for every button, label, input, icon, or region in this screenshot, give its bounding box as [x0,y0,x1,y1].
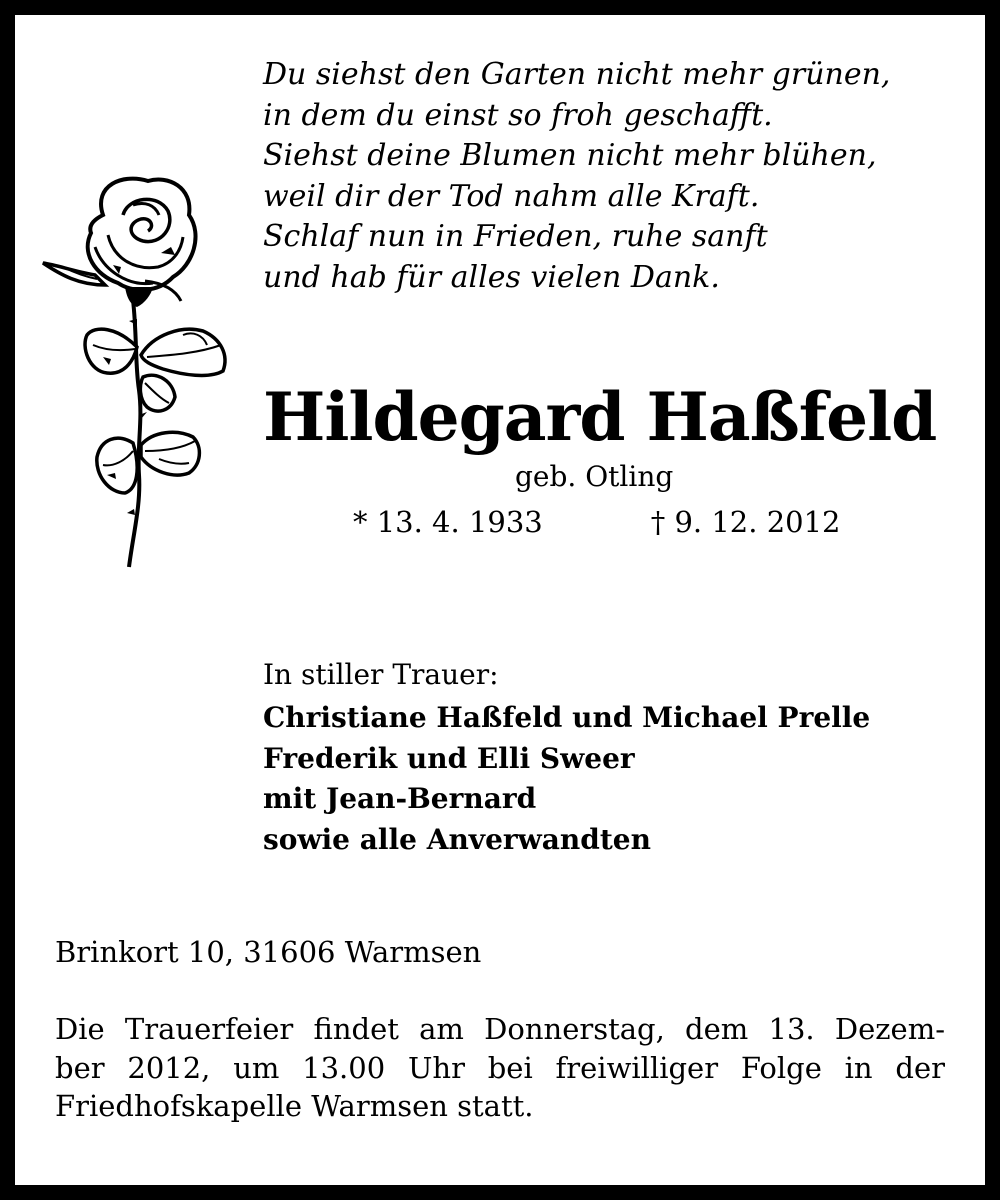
life-dates [353,505,841,539]
death-date: † 9. 12. 2012 [650,505,841,539]
mourner-name: mit Jean-Bernard [263,782,537,815]
mourner-name: Christiane Haßfeld und Michael Prelle [263,701,871,734]
service-line: ber 2012, um 13.00 Uhr bei freiwilliger Folge in der [55,1050,945,1085]
funeral-service-notice [55,1010,945,1126]
mourners-list [263,698,870,860]
poem-line: Schlaf nun in Frieden, ruhe sanft [263,219,768,254]
maiden-name: geb. Otling [515,460,674,493]
deceased-name: Hildegard Haßfeld [263,378,937,456]
poem-line: Siehst deine Blumen nicht mehr blühen, [263,138,877,173]
obituary-notice [15,15,985,1185]
service-line: Friedhofskapelle Warmsen statt. [55,1089,534,1123]
mourners-label: In stiller Trauer: [263,658,499,691]
service-line: Die Trauerfeier findet am Donnerstag, dem 13. Dezem- [55,1012,945,1046]
poem-line: weil dir der Tod nahm alle Kraft. [263,178,760,214]
mourner-name: sowie alle Anverwandten [263,822,651,856]
family-address: Brinkort 10, 31606 Warmsen [55,935,482,969]
poem-line: Du siehst den Garten nicht mehr grünen, [263,57,891,92]
memorial-poem [263,55,963,298]
rose-icon [33,175,258,575]
poem-line: in dem du einst so froh geschafft. [263,97,773,133]
mourner-name: Frederik und Elli Sweer [263,741,635,775]
birth-date: * 13. 4. 1933 [353,505,543,539]
poem-line: und hab für alles vielen Dank. [263,259,720,295]
